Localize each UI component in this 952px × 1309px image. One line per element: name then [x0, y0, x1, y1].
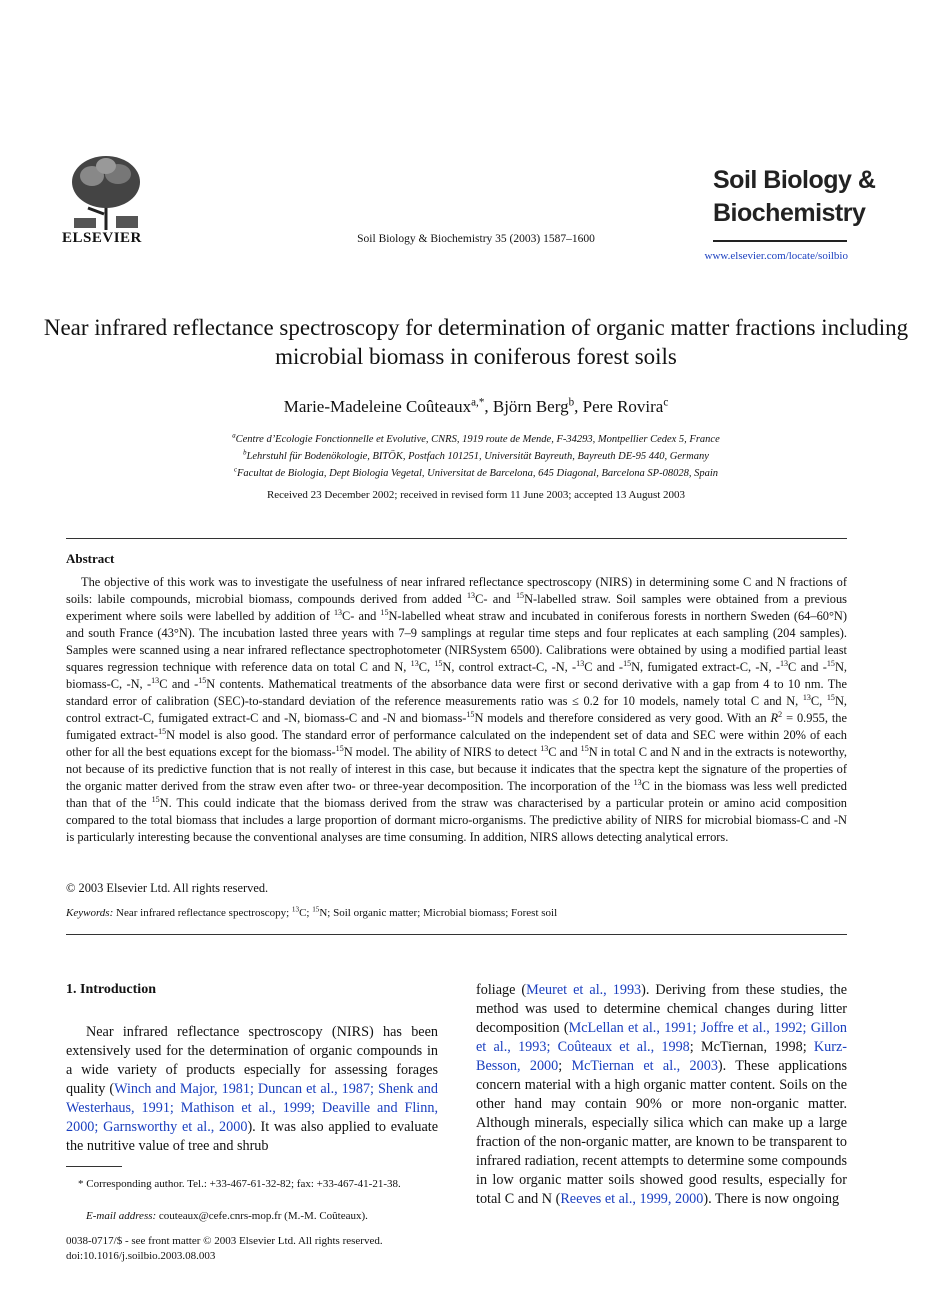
footnote-email: E-mail address: couteaux@cefe.cnrs-mop.fr (M.-M. Coûteaux). — [86, 1210, 368, 1222]
intro-column-right: foliage (Meuret et al., 1993). Deriving from these studies, the method was used to determine chemical changes during litter decomposition (McLellan et al., 1991; Joffre et al., 1992; Gillon et al., 1993; Coûteaux et al., 1998; McTiernan, 1998; Kurz-Besson, 2000; McTiernan et al., 2003). These applications concern material with a high organic matter content. Soils on the other hand may contain 90% or more non-organic matter. Although minerals, especially silica which can make up a large fraction of the non-organic matter, are known to be transparent to infrared radiation, recent attempts to determine some compounds in low organic matter soils showed good results, especially for total C and N (Reeves et al., 1999, 2000). There is now ongoing — [476, 982, 848, 1207]
article-title: Near infrared reflectance spectroscopy for determination of organic matter fractions including microbial biomass in coniferous forest soils — [43, 315, 909, 369]
divider-top — [66, 538, 847, 539]
affiliation-a: $^a$Centre d’Ecologie Fonctionnelle et Evolutive, CNRS, 1919 route de Mende, F-34293, Montpellier Cedex 5, France — [232, 432, 720, 445]
doi-line: doi:10.1016/j.soilbio.2003.08.003 — [66, 1250, 216, 1262]
copyright-line: © 2003 Elsevier Ltd. All rights reserved. — [66, 881, 269, 895]
affiliation-c: $^c$Facultat de Biologia, Dept Biologia Vegetal, Universitat de Barcelona, 645 Diagonal, Barcelona SP-08028, Spain — [233, 466, 718, 479]
author-list: Marie-Madeleine Coûteaux$^{a,*}$, Björn Berg$^b$, Pere Rovira$^c$ — [283, 396, 669, 416]
keywords: Keywords: Near infrared reflectance spectroscopy; $^{13}$C; $^{15}$N; Soil organic matter; Microbial biomass; Forest soil — [66, 905, 558, 919]
footnote-corresponding: * Corresponding author. Tel.: +33-467-61-32-82; fax: +33-467-41-21-38. — [78, 1178, 401, 1190]
issn-doi — [66, 1234, 383, 1264]
journal-title-line1: Soil Biology & — [713, 166, 876, 194]
publisher-name: ELSEVIER — [62, 230, 142, 246]
affiliation-b: $^b$Lehrstuhl für Bodenökologie, BITÖK, Postfach 101251, Universität Bayreuth, Bayreuth DE-95 440, Germany — [243, 449, 709, 462]
section-heading-introduction: 1. Introduction — [66, 982, 156, 997]
affiliations — [40, 431, 912, 482]
journal-title-line2: Biochemistry — [713, 199, 866, 227]
abstract-heading: Abstract — [66, 551, 115, 566]
footnote-rule — [66, 1166, 122, 1167]
journal-reference: Soil Biology & Biochemistry 35 (2003) 1587–1600 — [357, 233, 595, 245]
divider-bottom — [66, 934, 847, 935]
elsevier-tree-logo — [66, 152, 146, 232]
journal-url-link[interactable]: www.elsevier.com/locate/soilbio — [704, 250, 848, 262]
received-dates: Received 23 December 2002; received in revised form 11 June 2003; accepted 13 August 2003 — [266, 489, 686, 501]
journal-title-rule — [713, 240, 847, 242]
issn-line: 0038-0717/$ - see front matter © 2003 Elsevier Ltd. All rights reserved. — [66, 1235, 383, 1247]
abstract-text: The objective of this work was to investigate the usefulness of near infrared reflectance spectroscopy (NIRS) in determining some C and N fractions of soils: labile compounds, microbial biomass, compounds derived from added $^{13}$C- and $^{15}$N-labelled straw. Soil samples were obtained from a previous experiment where soils were labelled by addition of $^{13}$C- and $^{15}$N-labelled wheat straw and incubated in coniferous forests in northern Sweden (64–60°N) and south France (43°N). The incubation lasted three years with 7–9 samplings at regular time steps and four replicates at each sampling (204 samples). Samples were scanned using a near infrared reflectance spectrophotometer (NIRSystem 6500). Calibrations were obtained by using a modified partial least squares regression technique with reference data on total C and N, $^{13}$C, $^{15}$N, control extract-C, -N, -$^{13}$C and -$^{15}$N, fumigated extract-C, -N, -$^{13}$C and -$^{15}$N, biomass-C, -N, -$^{13}$C and -$^{15}$N contents. Mathematical treatments of the absorbance data were first or second derivative with a gap from 4 to 10 nm. The standard error of calibration (SEC)-to-standard deviation of the reference measurements ratio was ≤ 0.2 for 10 models, namely total C and N, $^{13}$C, $^{15}$N, control extract-C, fumigated extract-C and -N, biomass-C and -N and biomass-$^{15}$N models and therefore considered as very good. With an $R^2 = 0.955$, the fumigated extract-$^{15}$N model is also good. The standard error of performance calculated on the independent set of data and SEC were within 20% of each other for all the best equations except for the biomass-$^{15}$N model. The ability of NIRS to detect $^{13}$C and $^{15}$N in total C and N and in the extracts is noteworthy, not because of its predictive function that is not really of interest in this case, but because it indicates that the spectra kept the signature of the properties of the organic matter derived from the straw even after two- or three-year decomposition. The incorporation of the $^{13}$C in the biomass was less well predicted than that of the $^{15}$N. This could indicate that the biomass derived from the straw was characterised by a particular protein or amino acid composition compared to the total biomass that includes a large proportion of dormant micro-organisms. The predictive ability of NIRS for microbial biomass-C and -N is particularly interesting because the conventional analyses are time consuming. In addition, NIRS allows detecting analytical errors. — [66, 575, 847, 844]
journal-title — [713, 164, 875, 230]
intro-column-left: Near infrared reflectance spectroscopy (NIRS) has been extensively used for the determination of organic compounds in a wide variety of products especially for assessing forages quality (Winch and Major, 1981; Duncan et al., 1987; Shenk and Westerhaus, 1991; Mathison et al., 1999; Deaville and Flinn, 2000; Garnsworthy et al., 2000). It was also applied to evaluate the nutritive value of tree and shrub — [66, 1024, 438, 1154]
